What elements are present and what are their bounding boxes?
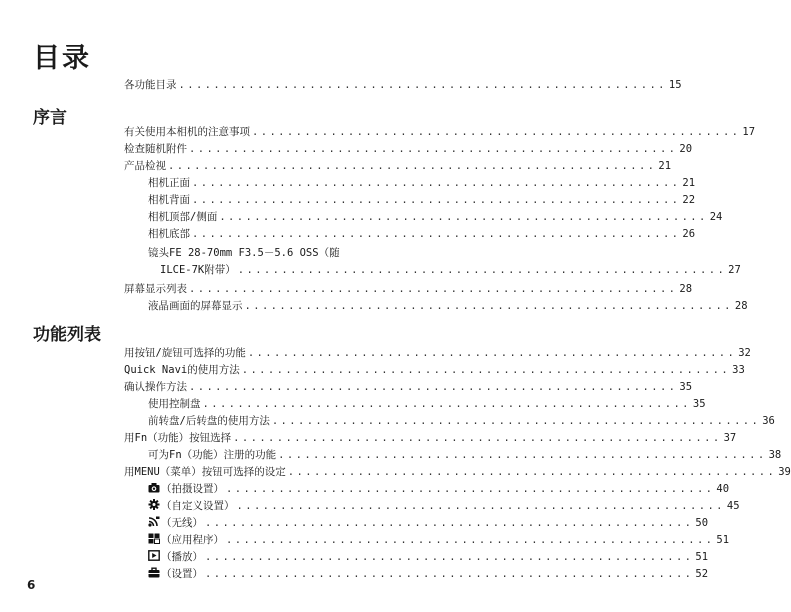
toc-entry-page: 28 bbox=[679, 283, 693, 295]
leader-dots: ........................................................ bbox=[192, 177, 681, 189]
toc-entry-label: 相机底部 bbox=[148, 228, 190, 240]
toc-entry-label: 使用控制盘 bbox=[148, 398, 201, 410]
toc-entry-shooting-settings[interactable] bbox=[148, 481, 730, 498]
toc-entry-playback[interactable] bbox=[148, 549, 709, 566]
leader-dots: ........................................................ bbox=[178, 79, 667, 91]
section-heading-function-list: 功能列表 bbox=[33, 325, 101, 345]
leader-dots: ........................................................ bbox=[252, 126, 741, 138]
leader-dots: ........................................................ bbox=[226, 483, 715, 495]
toc-entry-page: 35 bbox=[692, 398, 706, 410]
leader-dots: ........................................................ bbox=[192, 228, 681, 240]
toc-entry-page: 37 bbox=[723, 432, 737, 444]
camera-icon bbox=[148, 482, 160, 493]
leader-dots: ........................................................ bbox=[236, 500, 725, 512]
leader-dots: ........................................................ bbox=[233, 432, 722, 444]
toc-entry-rear[interactable] bbox=[148, 192, 696, 209]
toc-entry-fn-button[interactable] bbox=[124, 430, 737, 447]
toc-entry-lens[interactable] bbox=[160, 262, 741, 279]
leader-dots: ........................................................ bbox=[192, 194, 681, 206]
toc-entry-page: 39 bbox=[778, 466, 791, 478]
toc-entry-custom-settings[interactable] bbox=[148, 498, 740, 515]
toc-entry-label: （自定义设置） bbox=[161, 500, 235, 512]
toc-entry-control-wheel[interactable] bbox=[148, 396, 706, 413]
leader-dots: ........................................................ bbox=[226, 534, 715, 546]
toc-entry-page: 27 bbox=[728, 264, 741, 276]
toc-entry-function-index[interactable] bbox=[124, 77, 682, 94]
leader-dots: ........................................................ bbox=[168, 160, 657, 172]
gear-icon bbox=[148, 499, 160, 510]
leader-dots: ........................................................ bbox=[219, 211, 708, 223]
leader-dots: ........................................................ bbox=[247, 347, 737, 359]
toc-entry-page: 21 bbox=[682, 177, 696, 189]
section-heading-preface: 序言 bbox=[33, 108, 67, 128]
toc-entry-display-list[interactable] bbox=[124, 281, 693, 298]
toc-entry-label: 前转盘/后转盘的使用方法 bbox=[148, 415, 270, 427]
toc-entry-label: ILCE-7K附带） bbox=[160, 264, 236, 276]
playback-icon bbox=[148, 550, 160, 561]
toc-entry-page: 36 bbox=[762, 415, 775, 427]
toc-entry-lcd-display[interactable] bbox=[148, 298, 748, 315]
toc-entry-page: 50 bbox=[695, 517, 709, 529]
toc-entry-operation[interactable] bbox=[124, 379, 693, 396]
toc-entry-front-rear-dial[interactable] bbox=[148, 413, 775, 430]
toc-entry-page: 17 bbox=[742, 126, 756, 138]
leader-dots: ........................................................ bbox=[189, 143, 678, 155]
toc-entry-page: 32 bbox=[738, 347, 751, 359]
toc-entry-menu-button[interactable] bbox=[124, 464, 791, 481]
toc-entry-label: 产品检视 bbox=[124, 160, 166, 172]
leader-dots: ........................................................ bbox=[278, 449, 767, 461]
leader-dots: ........................................................ bbox=[202, 398, 691, 410]
toc-entry-front[interactable] bbox=[148, 175, 696, 192]
leader-dots: ........................................................ bbox=[189, 283, 678, 295]
toc-entry-page: 28 bbox=[734, 300, 748, 312]
toc-entry-label: （设置） bbox=[161, 568, 203, 580]
toc-entry-label: Quick Navi的使用方法 bbox=[124, 364, 240, 376]
toc-entry-top-side[interactable] bbox=[148, 209, 723, 226]
toc-entry-page: 33 bbox=[732, 364, 745, 376]
toc-entry-label: 屏幕显示列表 bbox=[124, 283, 187, 295]
toc-entry-label: 相机背面 bbox=[148, 194, 190, 206]
leader-dots: ........................................................ bbox=[189, 381, 678, 393]
leader-dots: ........................................................ bbox=[237, 264, 727, 276]
toc-entry-label: 各功能目录 bbox=[124, 79, 177, 91]
toc-entry-wireless[interactable] bbox=[148, 515, 709, 532]
page-number: 6 bbox=[27, 578, 36, 592]
leader-dots: ........................................................ bbox=[244, 300, 733, 312]
toc-entry-label: 确认操作方法 bbox=[124, 381, 187, 393]
toolbox-icon bbox=[148, 567, 160, 578]
toc-entry-label: 用Fn（功能）按钮选择 bbox=[124, 432, 232, 444]
toc-entry-quick-navi[interactable] bbox=[124, 362, 745, 379]
toc-entry-label: 检查随机附件 bbox=[124, 143, 187, 155]
toc-entry-page: 45 bbox=[726, 500, 740, 512]
toc-entry-parts[interactable] bbox=[124, 158, 672, 175]
leader-dots: ........................................................ bbox=[205, 517, 694, 529]
toc-entry-setup[interactable] bbox=[148, 566, 709, 583]
toc-entry-label: 用MENU（菜单）按钮可选择的设定 bbox=[124, 466, 286, 478]
toc-entry-supplied-items[interactable] bbox=[124, 141, 693, 158]
leader-dots: ........................................................ bbox=[287, 466, 777, 478]
leader-dots: ........................................................ bbox=[205, 551, 694, 563]
toc-entry-label: 相机正面 bbox=[148, 177, 190, 189]
toc-entry-page: 24 bbox=[709, 211, 723, 223]
toc-entry-page: 26 bbox=[682, 228, 696, 240]
toc-entry-page: 52 bbox=[695, 568, 709, 580]
toc-entry-label: 液晶画面的屏幕显示 bbox=[148, 300, 243, 312]
toc-entry-label: 相机顶部/侧面 bbox=[148, 211, 218, 223]
toc-entry-page: 38 bbox=[768, 449, 782, 461]
toc-entry-application[interactable] bbox=[148, 532, 730, 549]
leader-dots: ........................................................ bbox=[271, 415, 761, 427]
leader-dots: ........................................................ bbox=[241, 364, 731, 376]
toc-entry-label: 可为Fn（功能）注册的功能 bbox=[148, 449, 277, 461]
toc-entry-label: （应用程序） bbox=[161, 534, 224, 546]
apps-icon bbox=[148, 533, 160, 544]
toc-entry-page: 40 bbox=[716, 483, 730, 495]
page-title: 目录 bbox=[33, 43, 91, 74]
toc-entry-page: 22 bbox=[682, 194, 696, 206]
toc-entry-page: 15 bbox=[668, 79, 682, 91]
toc-entry-precautions[interactable] bbox=[124, 124, 756, 141]
toc-entry-lens-line1[interactable]: 镜头FE 28-70mm F3.5－5.6 OSS（随 bbox=[148, 247, 340, 259]
toc-entry-label: （无线） bbox=[161, 517, 203, 529]
toc-entry-page: 51 bbox=[716, 534, 730, 546]
leader-dots: ........................................................ bbox=[205, 568, 694, 580]
toc-entry-label: 有关使用本相机的注意事项 bbox=[124, 126, 250, 138]
toc-entry-button-dial[interactable] bbox=[124, 345, 751, 362]
toc-entry-label: （播放） bbox=[161, 551, 203, 563]
toc-entry-page: 35 bbox=[679, 381, 693, 393]
toc-entry-page: 20 bbox=[679, 143, 693, 155]
toc-entry-fn-register[interactable] bbox=[148, 447, 782, 464]
toc-entry-label: 用按钮/旋钮可选择的功能 bbox=[124, 347, 246, 359]
wireless-icon bbox=[148, 516, 160, 527]
toc-entry-label: （拍摄设置） bbox=[161, 483, 224, 495]
toc-entry-page: 51 bbox=[695, 551, 709, 563]
toc-entry-page: 21 bbox=[658, 160, 672, 172]
toc-entry-bottom[interactable] bbox=[148, 226, 696, 243]
